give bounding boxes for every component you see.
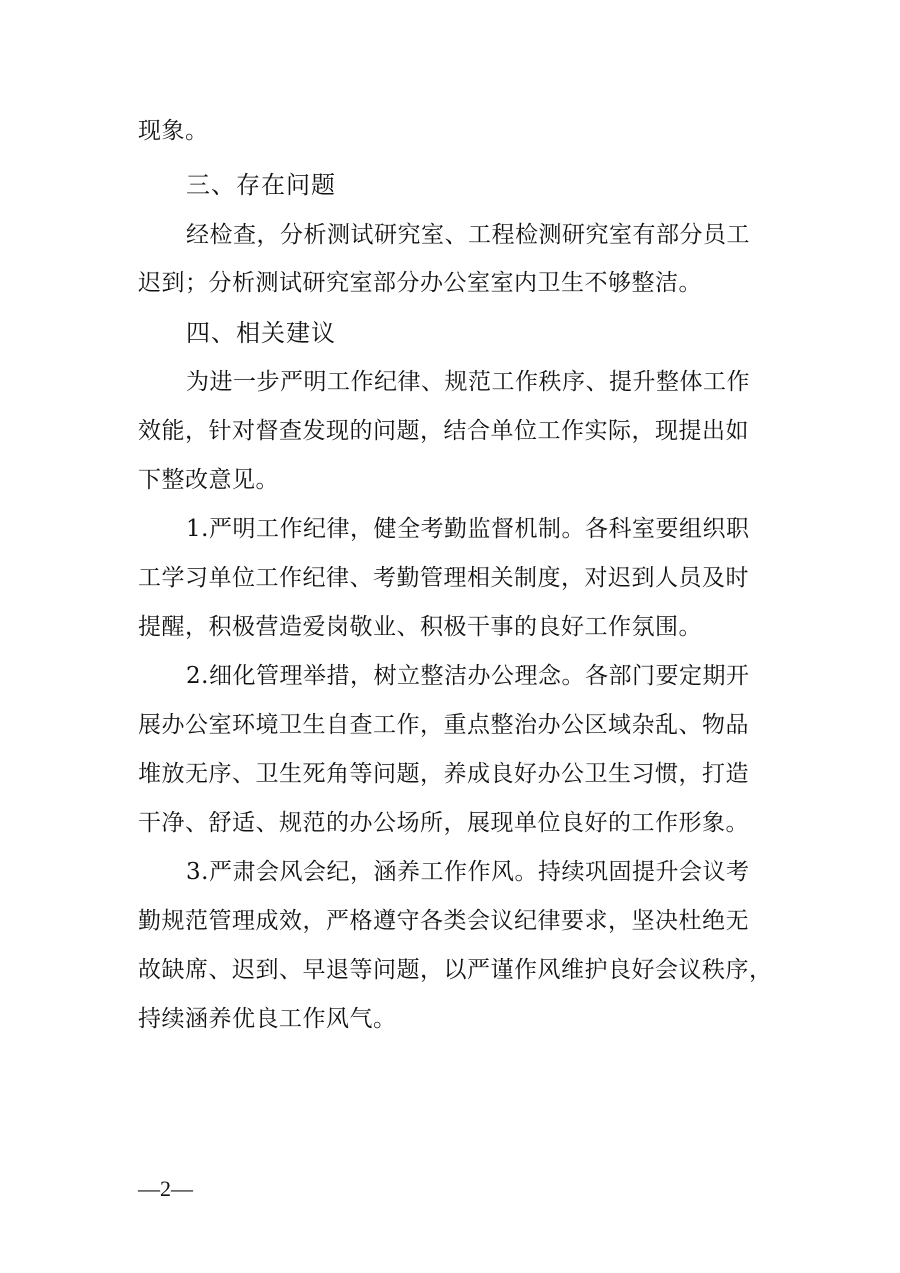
item-3-line-4: 持续涵养优良工作风气。 [138,1006,397,1032]
problems-line-1: 经检查，分析测试研究室、工程检测研究室有部分员工 [186,222,750,248]
item-3-line-1: 3.严肃会风会纪，涵养工作作风。持续巩固提升会议考 [186,859,750,885]
item-3-line-2: 勤规范管理成效，严格遵守各类会议纪律要求，坚决杜绝无 [138,908,749,934]
section-heading-suggestions: 四、相关建议 [186,319,336,347]
suggestions-intro-line-1: 为进一步严明工作纪律、规范工作秩序、提升整体工作 [186,369,750,395]
page-number: —2— [138,1176,193,1201]
continuation-text: 现象。 [138,118,209,144]
problems-line-2: 迟到；分析测试研究室部分办公室室内卫生不够整洁。 [138,270,702,296]
item-2-line-3: 堆放无序、卫生死角等问题，养成良好办公卫生习惯，打造 [138,761,749,787]
item-2-line-1: 2.细化管理举措，树立整洁办公理念。各部门要定期开 [186,663,750,689]
item-1-line-2: 工学习单位工作纪律、考勤管理相关制度，对迟到人员及时 [138,565,749,591]
item-1-line-1: 1.严明工作纪律，健全考勤监督机制。各科室要组织职 [186,516,750,542]
item-1-line-3: 提醒，积极营造爱岗敬业、积极干事的良好工作氛围。 [138,614,702,640]
item-3-line-3: 故缺席、迟到、早退等问题，以严谨作风维护良好会议秩序， [138,957,773,983]
suggestions-intro-line-3: 下整改意见。 [138,467,279,493]
suggestions-intro-line-2: 效能，针对督查发现的问题，结合单位工作实际，现提出如 [138,418,749,444]
item-2-line-4: 干净、舒适、规范的办公场所，展现单位良好的工作形象。 [138,810,749,836]
section-heading-problems: 三、存在问题 [186,171,336,199]
item-2-line-2: 展办公室环境卫生自查工作，重点整治办公区域杂乱、物品 [138,712,749,738]
